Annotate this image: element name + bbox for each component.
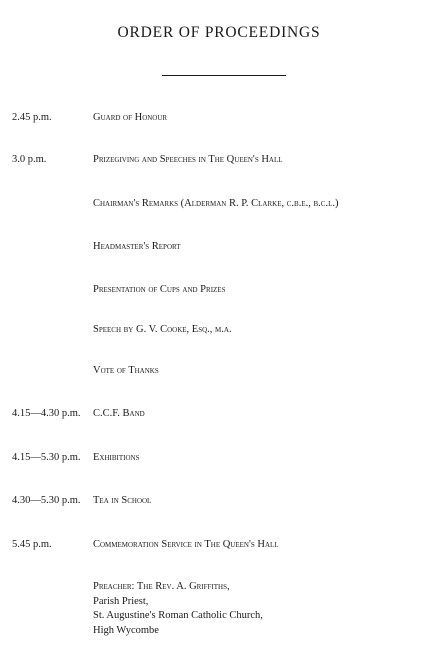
event-label: Vote of Thanks <box>93 365 159 376</box>
event-label: Prizegiving and Speeches in The Queen's Hall <box>93 154 283 165</box>
event-label: Presentation of Cups and Prizes <box>93 284 226 295</box>
time-label: 4.15—4.30 p.m. <box>12 408 81 419</box>
event-label: Guard of Honour <box>93 112 168 123</box>
preacher-line: Preacher: The Rev. A. Griffiths, <box>93 581 230 592</box>
preacher-line: High Wycombe <box>93 624 159 636</box>
time-label: 5.45 p.m. <box>12 539 52 550</box>
time-label: 3.0 p.m. <box>12 154 47 165</box>
event-label: Exhibitions <box>93 452 140 463</box>
time-label: 2.45 p.m. <box>12 112 52 123</box>
time-label: 4.15—5.30 p.m. <box>12 452 81 463</box>
preacher-block <box>93 580 263 638</box>
event-label: Speech by G. V. Cooke, Esq., m.a. <box>93 324 232 335</box>
event-label: Headmaster's Report <box>93 241 181 252</box>
event-label: Chairman's Remarks (Alderman R. P. Clarke, c.b.e., b.c.l.) <box>93 198 339 209</box>
event-label: Tea in School <box>93 495 152 506</box>
event-label: Commemoration Service in The Queen's Hall <box>93 539 279 550</box>
page-title: ORDER OF PROCEEDINGS <box>117 24 321 41</box>
event-label: C.C.F. Band <box>93 408 145 419</box>
preacher-line: Parish Priest, <box>93 595 149 607</box>
title-rule <box>162 75 286 76</box>
preacher-line: St. Augustine's Roman Catholic Church, <box>93 610 263 621</box>
time-label: 4.30—5.30 p.m. <box>12 495 81 506</box>
